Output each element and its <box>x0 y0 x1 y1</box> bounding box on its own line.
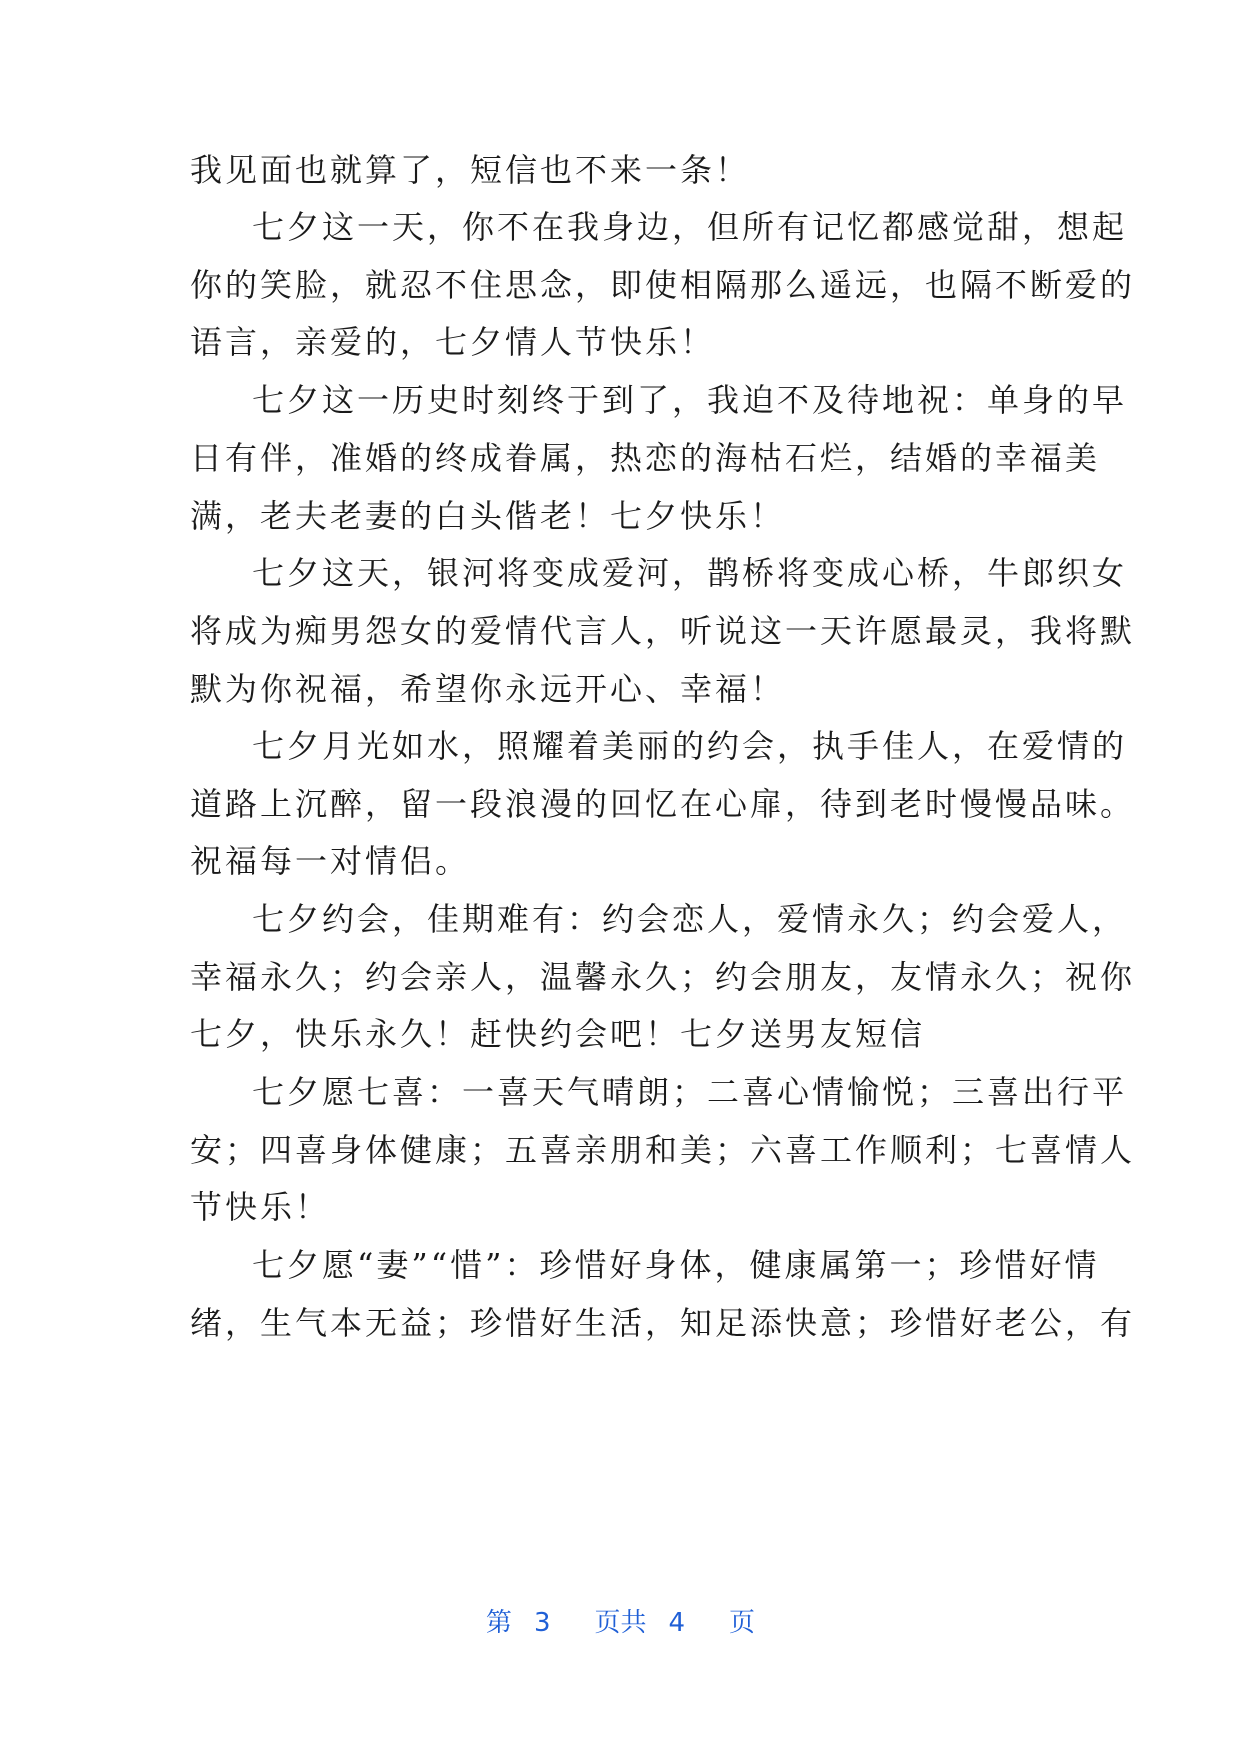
footer-suffix: 页 <box>729 1608 756 1638</box>
text-line: 七夕月光如水，照耀着美丽的约会，执手佳人，在爱情的 <box>252 727 1128 765</box>
text-line: 你的笑脸，就忍不住思念，即使相隔那么遥远，也隔不断爱的 <box>190 266 1136 304</box>
text-line: 幸福永久；约会亲人，温馨永久；约会朋友，友情永久；祝你 <box>190 958 1136 996</box>
text-line: 绪，生气本无益；珍惜好生活，知足添快意；珍惜好老公，有 <box>190 1304 1136 1342</box>
text-line: 七夕约会，佳期难有：约会恋人，爱情永久；约会爱人， <box>252 900 1128 938</box>
text-line: 七夕愿七喜：一喜天气晴朗；二喜心情愉悦；三喜出行平 <box>252 1073 1128 1111</box>
text-line: 七夕这一天，你不在我身边，但所有记忆都感觉甜，想起 <box>252 208 1128 246</box>
text-line: 祝福每一对情侣。 <box>190 842 471 880</box>
text-line: 我见面也就算了，短信也不来一条！ <box>190 151 751 189</box>
text-line: 满，老夫老妻的白头偕老！七夕快乐！ <box>190 497 786 535</box>
text-line: 语言，亲爱的，七夕情人节快乐！ <box>190 323 716 361</box>
footer-middle: 页共 <box>594 1608 647 1638</box>
text-line: 七夕这一历史时刻终于到了，我迫不及待地祝：单身的早 <box>252 381 1128 419</box>
text-line: 默为你祝福，希望你永远开心、幸福！ <box>190 670 786 708</box>
page-footer <box>0 1602 1241 1639</box>
text-line: 将成为痴男怨女的爱情代言人，听说这一天许愿最灵，我将默 <box>190 612 1136 650</box>
text-line: 七夕愿“妻”“惜”：珍惜好身体，健康属第一；珍惜好情 <box>252 1246 1100 1284</box>
footer-prefix: 第 <box>485 1608 512 1638</box>
total-pages-number: 4 <box>668 1608 686 1638</box>
current-page-number: 3 <box>533 1608 551 1638</box>
text-line: 日有伴，准婚的终成眷属，热恋的海枯石烂，结婚的幸福美 <box>190 439 1101 477</box>
text-line: 七夕这天，银河将变成爱河，鹊桥将变成心桥，牛郎织女 <box>252 554 1128 592</box>
text-line: 安；四喜身体健康；五喜亲朋和美；六喜工作顺利；七喜情人 <box>190 1131 1136 1169</box>
text-line: 七夕，快乐永久！赶快约会吧！七夕送男友短信 <box>190 1015 926 1053</box>
text-line: 节快乐！ <box>190 1188 331 1226</box>
text-line: 道路上沉醉，留一段浪漫的回忆在心扉，待到老时慢慢品味。 <box>190 785 1136 823</box>
